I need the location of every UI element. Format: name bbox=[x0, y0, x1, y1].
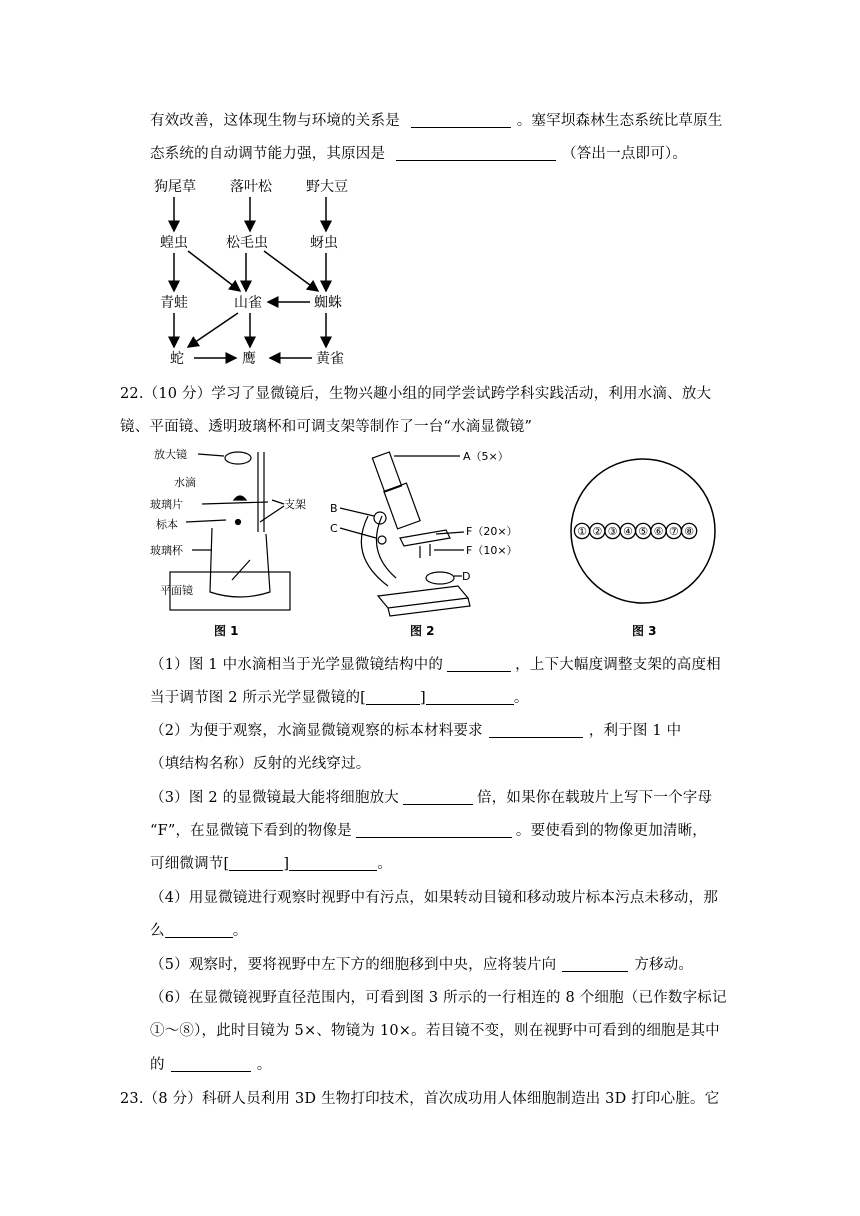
fig2-label: C bbox=[330, 522, 338, 535]
figure-3-caption: 图 3 bbox=[632, 624, 657, 638]
text-line: 的 。 bbox=[150, 1057, 272, 1073]
text-line: （5）观察时，要将视野中左下方的细胞移到中央，应将装片向 方移动。 bbox=[150, 957, 694, 973]
organism-label: 落叶松 bbox=[230, 179, 272, 195]
fig2-label: D bbox=[462, 570, 471, 583]
cell-number: ③ bbox=[607, 525, 618, 538]
fig1-label: 玻璃片 bbox=[150, 498, 183, 511]
fig1-label: 玻璃杯 bbox=[150, 544, 183, 557]
fig2-label: F（10×） bbox=[466, 544, 518, 557]
answer-blank[interactable] bbox=[396, 144, 556, 161]
text-line: （填结构名称）反射的光线穿过。 bbox=[150, 756, 371, 772]
organism-label: 野大豆 bbox=[306, 179, 348, 195]
organism-label: 鹰 bbox=[242, 351, 256, 367]
fig1-label: 支架 bbox=[284, 498, 306, 511]
organism-label: 黄雀 bbox=[316, 351, 344, 367]
organism-label: 青蛙 bbox=[160, 295, 188, 311]
cell-number: ④ bbox=[622, 525, 633, 538]
cell-number: ② bbox=[592, 525, 603, 538]
fig2-label: F（20×） bbox=[466, 525, 518, 538]
answer-blank[interactable] bbox=[489, 721, 583, 738]
text-line: “F”，在显微镜下看到的物像是 。要使看到的物像更加清晰， bbox=[150, 823, 707, 839]
organism-label: 松毛虫 bbox=[226, 235, 268, 251]
question-22-line: 22.（10 分）学习了显微镜后，生物兴趣小组的同学尝试跨学科实践活动，利用水滴、放大 bbox=[120, 386, 712, 402]
fig1-label: 标本 bbox=[156, 518, 178, 531]
answer-blank[interactable] bbox=[562, 955, 628, 972]
organism-label: 狗尾草 bbox=[154, 179, 196, 195]
text-line: （3）图 2 的显微镜最大能将细胞放大 倍，如果你在载玻片上写下一个字母 bbox=[150, 790, 713, 806]
cell-number: ⑧ bbox=[684, 525, 695, 538]
text-line: （4）用显微镜进行观察时视野中有污点，如果转动目镜和移动玻片标本污点未移动，那 bbox=[150, 890, 719, 906]
text-line: （1）图 1 中水滴相当于光学显微镜结构中的 ，上下大幅度调整支架的高度相 bbox=[150, 657, 721, 673]
cell-row bbox=[574, 523, 696, 538]
answer-blank[interactable] bbox=[426, 688, 514, 705]
figure-2-optical-microscope bbox=[328, 446, 538, 621]
organism-label: 蜘蛛 bbox=[314, 295, 342, 311]
cell-number: ⑦ bbox=[668, 525, 679, 538]
text-line: 可细微调节[ ] 。 bbox=[150, 856, 392, 872]
cell-number: ⑤ bbox=[638, 525, 649, 538]
figure-1-water-drop-microscope bbox=[150, 442, 310, 632]
fig1-label: 放大镜 bbox=[154, 448, 187, 461]
answer-blank[interactable] bbox=[229, 854, 283, 871]
cell-number: ⑥ bbox=[653, 525, 664, 538]
text-line: 有效改善，这体现生物与环境的关系是 。塞罕坝森林生态系统比草原生 bbox=[150, 113, 723, 129]
answer-blank[interactable] bbox=[403, 788, 473, 805]
fig1-label: 水滴 bbox=[174, 476, 196, 489]
answer-blank[interactable] bbox=[411, 111, 511, 128]
answer-blank[interactable] bbox=[289, 854, 377, 871]
text-line: （6）在显微镜视野直径范围内，可看到图 3 所示的一行相连的 8 个细胞（已作数字标记 bbox=[150, 990, 727, 1006]
text-line: 么 。 bbox=[150, 923, 248, 939]
text-line: 当于调节图 2 所示光学显微镜的[ ] 。 bbox=[150, 690, 529, 706]
text-line: ①～⑧），此时目镜为 5×、物镜为 10×。若目镜不变，则在视野中可看到的细胞是其中 bbox=[150, 1023, 720, 1039]
text-line: 态系统的自动调节能力强，其原因是 （答出一点即可）。 bbox=[150, 146, 688, 162]
answer-blank[interactable] bbox=[171, 1055, 251, 1072]
organism-label: 山雀 bbox=[234, 295, 262, 311]
food-web-diagram bbox=[140, 175, 370, 370]
figure-2-caption: 图 2 bbox=[410, 624, 435, 638]
text-line: （2）为便于观察，水滴显微镜观察的标本材料要求 ，利于图 1 中 bbox=[150, 723, 682, 739]
organism-label: 蛇 bbox=[170, 351, 184, 367]
figure-1-caption: 图 1 bbox=[214, 624, 239, 638]
figure-3-field-of-view bbox=[568, 452, 718, 610]
fig1-label: 平面镜 bbox=[160, 584, 193, 597]
organism-label: 蚜虫 bbox=[310, 235, 338, 251]
answer-blank[interactable] bbox=[165, 921, 233, 938]
question-22-line: 镜、平面镜、透明玻璃杯和可调支架等制作了一台“水滴显微镜” bbox=[120, 419, 533, 435]
fig2-label: B bbox=[330, 502, 338, 515]
answer-blank[interactable] bbox=[366, 688, 420, 705]
answer-blank[interactable] bbox=[447, 655, 511, 672]
fig2-label: A（5×） bbox=[463, 450, 509, 463]
organism-label: 蝗虫 bbox=[160, 235, 188, 251]
answer-blank[interactable] bbox=[356, 821, 512, 838]
question-23-line: 23.（8 分）科研人员利用 3D 生物打印技术，首次成功用人体细胞制造出 3D 打印心脏。它 bbox=[120, 1091, 720, 1107]
cell-number: ① bbox=[577, 525, 587, 538]
